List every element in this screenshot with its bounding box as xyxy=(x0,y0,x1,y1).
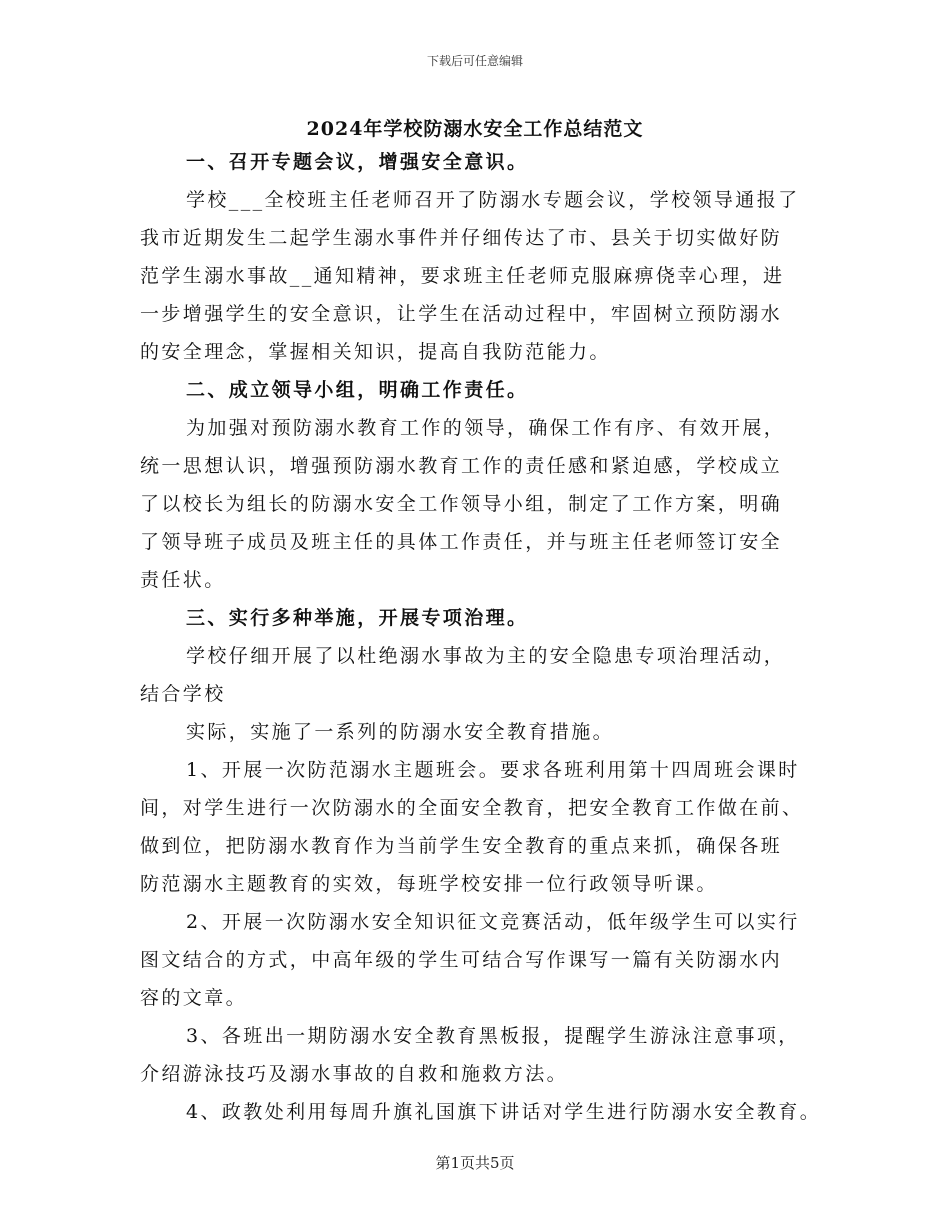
paragraph-line: 学校仔细开展了以杜绝溺水事故为主的安全隐患专项治理活动， xyxy=(186,645,786,667)
section-heading-1: 一、召开专题会议，增强安全意识。 xyxy=(186,151,529,173)
paragraph-line: 结合学校 xyxy=(140,683,226,705)
paragraph-line: 做到位，把防溺水教育作为当前学生安全教育的重点来抓，确保各班 xyxy=(140,835,783,857)
paragraph-line: 实际，实施了一系列的防溺水安全教育措施。 xyxy=(186,721,615,743)
paragraph-line: 责任状。 xyxy=(140,569,226,591)
paragraph-line: 一步增强学生的安全意识，让学生在活动过程中，牢固树立预防溺水 xyxy=(140,303,783,325)
section-heading-3: 三、实行多种举施，开展专项治理。 xyxy=(186,607,529,629)
list-item-4: 4、政教处利用每周升旗礼国旗下讲话对学生进行防溺水安全教育。 xyxy=(186,1101,822,1123)
paragraph-line: 学校___全校班主任老师召开了防溺水专题会议，学校领导通报了 xyxy=(186,189,800,211)
paragraph-line: 介绍游泳技巧及溺水事故的自救和施救方法。 xyxy=(140,1063,569,1085)
paragraph-line: 范学生溺水事故__通知精神，要求班主任老师克服麻痹侥幸心理，进 xyxy=(140,265,785,287)
paragraph-line: 防范溺水主题教育的实效，每班学校安排一位行政领导听课。 xyxy=(140,873,718,895)
paragraph-line: 统一思想认识，增强预防溺水教育工作的责任感和紧迫感，学校成立 xyxy=(140,455,783,477)
paragraph-line: 容的文章。 xyxy=(140,987,248,1009)
header-note: 下载后可任意编辑 xyxy=(426,54,523,68)
paragraph-line: 了领导班子成员及班主任的具体工作责任，并与班主任老师签订安全 xyxy=(140,531,783,553)
section-heading-2: 二、成立领导小组，明确工作责任。 xyxy=(186,379,529,401)
paragraph-line: 为加强对预防溺水教育工作的领导，确保工作有序、有效开展， xyxy=(186,417,786,439)
list-item-1: 1、开展一次防范溺水主题班会。要求各班利用第十四周班会课时 xyxy=(186,759,800,781)
paragraph-line: 图文结合的方式，中高年级的学生可结合写作课写一篇有关防溺水内 xyxy=(140,949,783,971)
paragraph-line: 我市近期发生二起学生溺水事件并仔细传达了市、县关于切实做好防 xyxy=(140,227,783,249)
document-body xyxy=(140,143,830,1131)
document-title: 2024年学校防溺水安全工作总结范文 xyxy=(306,118,644,140)
list-item-2: 2、开展一次防溺水安全知识征文竞赛活动，低年级学生可以实行 xyxy=(186,911,800,933)
paragraph-line: 的安全理念，掌握相关知识，提高自我防范能力。 xyxy=(140,341,611,363)
page-number: 第1页共5页 xyxy=(435,1154,515,1172)
paragraph-line: 间，对学生进行一次防溺水的全面安全教育，把安全教育工作做在前、 xyxy=(140,797,804,819)
list-item-3: 3、各班出一期防溺水安全教育黑板报，提醒学生游泳注意事项， xyxy=(186,1025,800,1047)
paragraph-line: 了以校长为组长的防溺水安全工作领导小组，制定了工作方案，明确 xyxy=(140,493,783,515)
